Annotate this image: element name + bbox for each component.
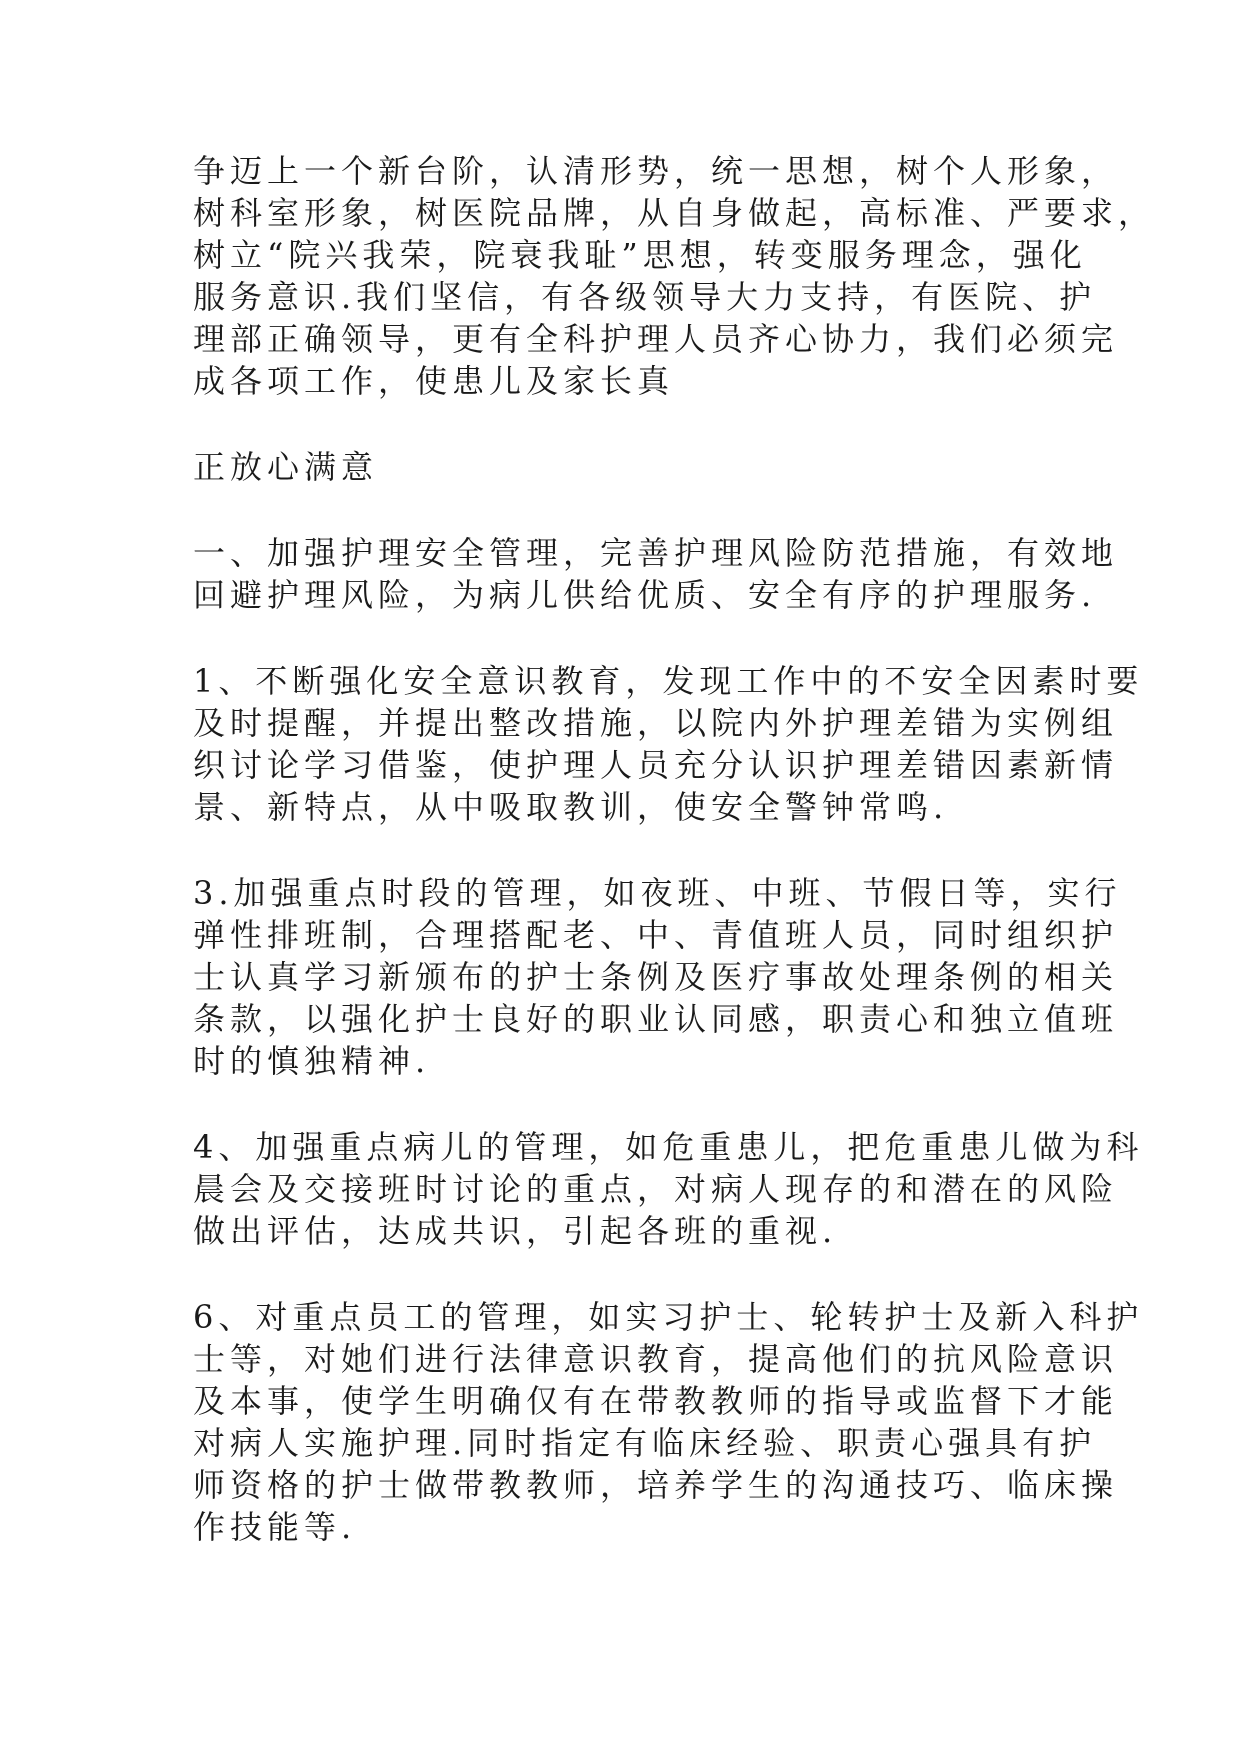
paragraph	[193, 532, 1119, 616]
text-line: 正放心满意	[193, 448, 379, 486]
text-line: 对病人实施护理.同时指定有临床经验、职责心强具有护	[193, 1424, 1097, 1462]
text-line: 树科室形象，树医院品牌，从自身做起，高标准、严要求，	[193, 194, 1156, 232]
text-line: 师资格的护士做带教教师，培养学生的沟通技巧、临床操	[193, 1466, 1119, 1504]
text-line: 6、对重点员工的管理，如实习护士、轮转护士及新入科护	[193, 1298, 1144, 1336]
text-line: 时的慎独精神.	[193, 1042, 431, 1080]
text-line: 做出评估，达成共识，引起各班的重视.	[193, 1212, 838, 1250]
text-line: 及本事，使学生明确仅有在带教教师的指导或监督下才能	[193, 1382, 1119, 1420]
document-body	[193, 150, 1156, 1548]
paragraph	[193, 1296, 1144, 1548]
text-line: 服务意识.我们坚信，有各级领导大力支持，有医院、护	[193, 278, 1097, 316]
text-line: 弹性排班制，合理搭配老、中、青值班人员，同时组织护	[193, 916, 1119, 954]
text-line: 一、加强护理安全管理，完善护理风险防范措施，有效地	[193, 534, 1119, 572]
text-line: 成各项工作，使患儿及家长真	[193, 362, 675, 400]
text-line: 3.加强重点时段的管理，如夜班、中班、节假日等，实行	[193, 874, 1122, 912]
text-line: 晨会及交接班时讨论的重点，对病人现存的和潜在的风险	[193, 1170, 1119, 1208]
paragraph	[193, 150, 1156, 402]
text-line: 织讨论学习借鉴，使护理人员充分认识护理差错因素新情	[193, 746, 1119, 784]
text-line: 1、不断强化安全意识教育，发现工作中的不安全因素时要	[193, 662, 1144, 700]
paragraph	[193, 872, 1122, 1082]
text-line: 景、新特点，从中吸取教训，使安全警钟常鸣.	[193, 788, 949, 826]
text-line: 及时提醒，并提出整改措施，以院内外护理差错为实例组	[193, 704, 1119, 742]
text-line: 争迈上一个新台阶，认清形势，统一思想，树个人形象，	[193, 152, 1119, 190]
text-line: 作技能等.	[193, 1508, 357, 1546]
paragraph	[193, 1126, 1144, 1252]
text-line: 理部正确领导，更有全科护理人员齐心协力，我们必须完	[193, 320, 1119, 358]
text-line: 树立“院兴我荣，院衰我耻”思想，转变服务理念，强化	[193, 236, 1087, 274]
text-line: 士认真学习新颁布的护士条例及医疗事故处理条例的相关	[193, 958, 1119, 996]
text-line: 条款，以强化护士良好的职业认同感，职责心和独立值班	[193, 1000, 1119, 1038]
text-line: 回避护理风险，为病儿供给优质、安全有序的护理服务.	[193, 576, 1097, 614]
text-line: 士等，对她们进行法律意识教育，提高他们的抗风险意识	[193, 1340, 1119, 1378]
paragraph	[193, 660, 1144, 828]
paragraph	[193, 446, 1073, 488]
text-line: 4、加强重点病儿的管理，如危重患儿，把危重患儿做为科	[193, 1128, 1144, 1166]
